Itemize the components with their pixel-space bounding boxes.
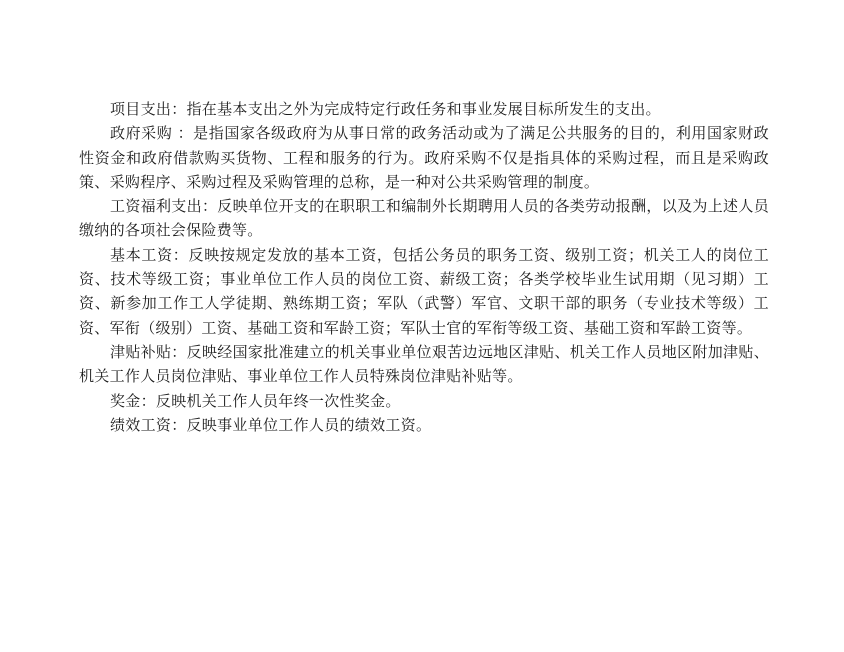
paragraph-government-procurement: 政府采购 ：是指国家各级政府为从事日常的政务活动或为了满足公共服务的目的，利用国家财政性资金和政府借款购买货物、工程和服务的行为。政府采购不仅是指具体的采购过程，而且是采购政策、采购程序、采购过程及采购管理的总称，是一种对公共采购管理的制度。 bbox=[79, 124, 769, 191]
document-body bbox=[79, 97, 769, 437]
paragraph-basic-wage: 基本工资：反映按规定发放的基本工资，包括公务员的职务工资、级别工资；机关工人的岗位工资、技术等级工资；事业单位工作人员的岗位工资、薪级工资；各类学校毕业生试用期（见习期）工资、新参加工作工人学徒期、熟练期工资；军队（武警）军官、文职干部的职务（专业技术等级）工资、军衔（级别）工资、基础工资和军龄工资；军队士官的军衔等级工资、基础工资和军龄工资等。 bbox=[79, 245, 769, 337]
paragraph-allowances-subsidies: 津贴补贴：反映经国家批准建立的机关事业单位艰苦边远地区津贴、机关工作人员地区附加津贴、机关工作人员岗位津贴、事业单位工作人员特殊岗位津贴补贴等。 bbox=[79, 342, 769, 386]
paragraph-performance-wage: 绩效工资：反映事业单位工作人员的绩效工资。 bbox=[110, 415, 432, 434]
paragraph-bonus: 奖金：反映机关工作人员年终一次性奖金。 bbox=[110, 391, 401, 410]
paragraph-wage-welfare-expenditure: 工资福利支出：反映单位开支的在职职工和编制外长期聘用人员的各类劳动报酬，以及为上述人员缴纳的各项社会保险费等。 bbox=[79, 197, 769, 240]
paragraph-project-expenditure: 项目支出：指在基本支出之外为完成特定行政任务和事业发展目标所发生的支出。 bbox=[110, 100, 661, 118]
